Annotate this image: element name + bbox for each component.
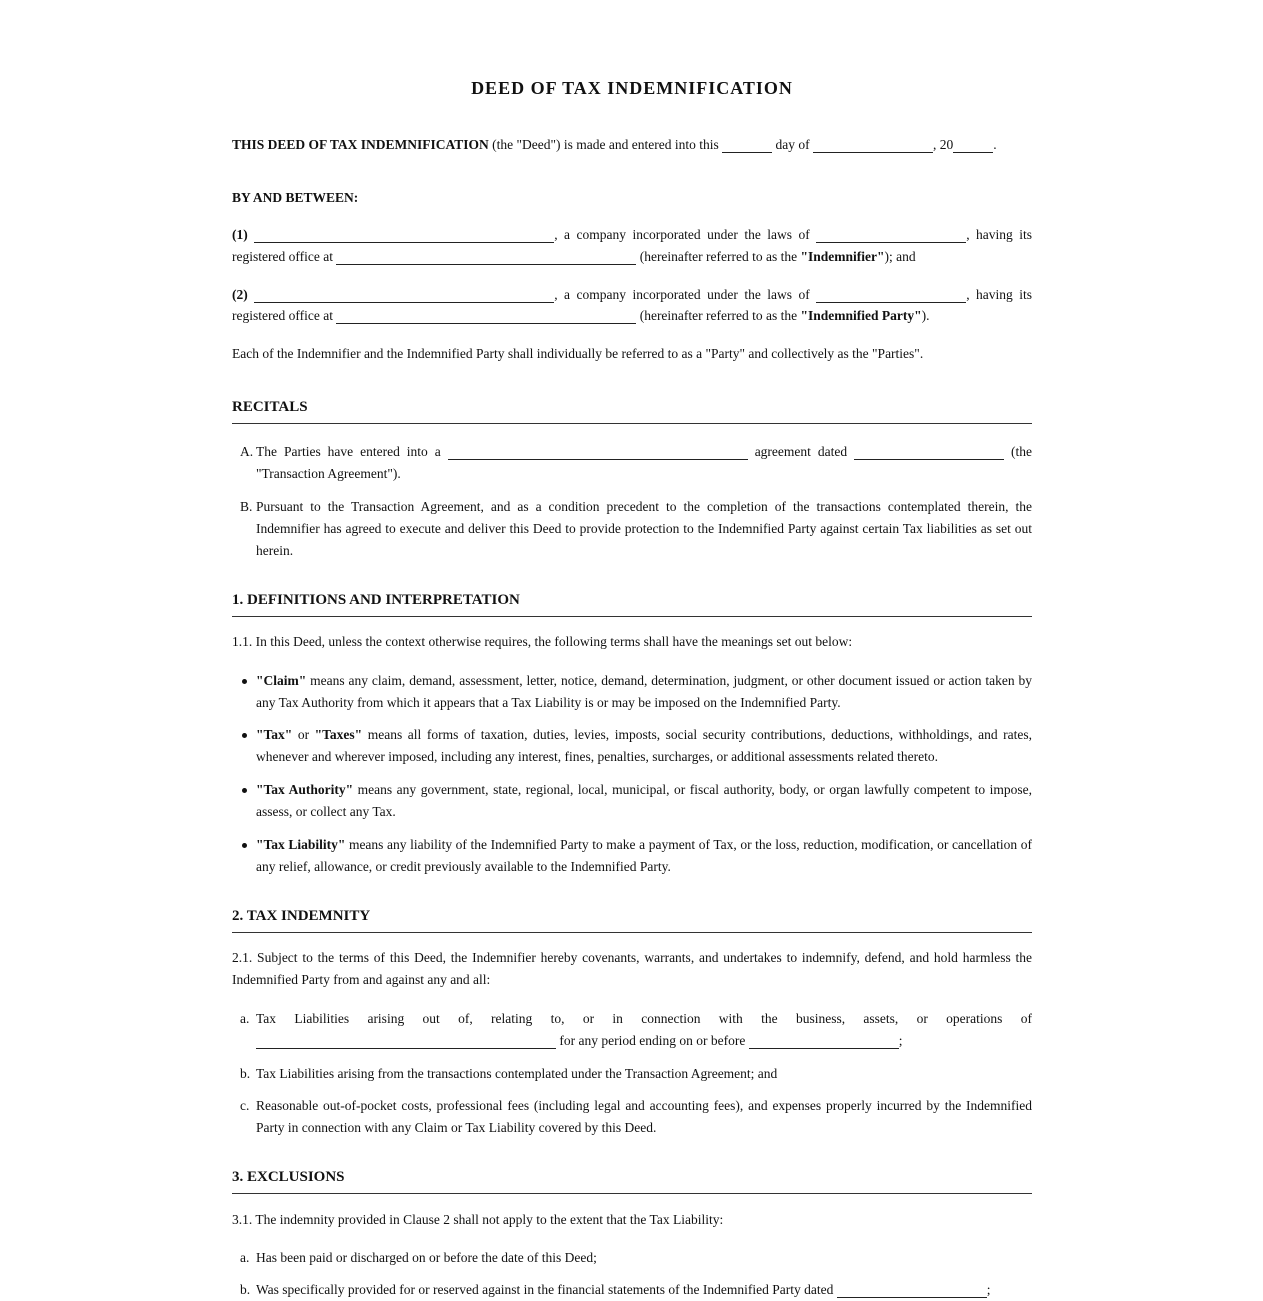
section3-intro: 3.1. The indemnity provided in Clause 2 shall not apply to the extent that the Tax Liability: [232,1212,724,1227]
intro-text: , 20 [933,137,954,152]
party1-line1 [232,224,1032,246]
bullet-icon [242,843,247,848]
party1-office-blank[interactable] [336,250,636,265]
section2-c-text: Reasonable out-of-pocket costs, professional fees (including legal and accounting fees), and expenses properly incurred by the Indemnified Party in connection with any Claim or Tax Liability covered by this Deed. [256,1098,1032,1135]
definition-term: "Taxes" [314,727,363,742]
section3-b-text: Was specifically provided for or reserved against in the financial statements of the Indemnified Party dated [256,1282,834,1297]
definition-text: or [292,727,315,742]
section2-a-text: for any period ending on or before [556,1033,749,1048]
recital-a-text: (the [1011,444,1033,459]
party2-number: (2) [232,287,248,302]
intro-text: day of [772,137,813,152]
recital-b-body: Pursuant to the Transaction Agreement, and as a condition precedent to the completion of the transactions contemplated therein, the Indemnifier has agreed to execute and deliver this Deed to provide protection to the Indemnified Party against certain Tax liabilities as set out herein. [256,499,1032,558]
party2-jurisdiction-blank[interactable] [816,288,966,303]
section3-item-a [232,1247,1032,1269]
recital-a-marker: A. [240,444,254,459]
definition-tax-authority [232,779,1032,823]
recital-a-text: agreement dated [754,444,848,459]
party1-jurisdiction-blank[interactable] [816,228,966,243]
party1-line2 [232,246,1032,268]
recital-b [232,496,1032,562]
recital-a-text: The Parties have entered into a [256,444,441,459]
recital-a-body [256,441,1032,485]
party1-text: , having its [966,227,1033,242]
intro-bold: THIS DEED OF TAX INDEMNIFICATION [232,137,489,152]
day-blank[interactable] [722,138,772,153]
section3-item-b [232,1279,1032,1301]
agreement-type-blank[interactable] [448,445,748,460]
definition-term: "Tax" [256,727,293,742]
period-date-blank[interactable] [749,1034,899,1049]
party2-line2 [232,305,1032,327]
recital-a-text: "Transaction Agreement"). [256,466,401,481]
party1-text: (hereinafter referred to as the [636,249,801,264]
item-marker: b. [240,1066,251,1081]
definition-text: means any claim, demand, assessment, letter, notice, demand, determination, judgment, or other document issued or action taken by any Tax Authority from which it appears that a Tax Liability is or may be imposed on the Indemnified Party. [256,673,1032,710]
item-marker: a. [240,1011,250,1026]
section2-intro: 2.1. Subject to the terms of this Deed, the Indemnifier hereby covenants, warrants, and undertakes to indemnify, defend, and hold harmless the Indemnified Party from and against any and all: [232,950,1032,987]
party2-text: ). [921,308,930,323]
item-marker: a. [240,1250,250,1265]
business-blank[interactable] [256,1034,556,1049]
bullet-icon [242,788,247,793]
section1-heading: 1. DEFINITIONS AND INTERPRETATION [232,592,1032,617]
party2-text: , a company incorporated under the laws of [554,287,810,302]
definition-tax [232,724,1032,768]
party2-text: registered office at [232,308,333,323]
section3-heading: 3. EXCLUSIONS [232,1169,1032,1194]
bullet-icon [242,679,247,684]
section2-b-text: Tax Liabilities arising from the transactions contemplated under the Transaction Agreement; and [256,1066,778,1081]
definition-tax-liability [232,834,1032,878]
intro-paragraph [232,134,1032,156]
agreement-date-blank[interactable] [854,445,1004,460]
section1-intro: 1.1. In this Deed, unless the context otherwise requires, the following terms shall have the meanings set out below: [232,634,853,649]
recital-a [232,441,1032,485]
parties-note: Each of the Indemnifier and the Indemnified Party shall individually be referred to as a "Party" and collectively as the "Parties". [232,346,924,361]
section2-item-b [232,1063,1032,1085]
definition-text: means any liability of the Indemnified Party to make a payment of Tax, or the loss, reduction, modification, or cancellation of any relief, allowance, or credit previously available to the Indemnified Party. [256,837,1032,874]
party1-number: (1) [232,227,248,242]
definition-term: "Tax Liability" [256,837,346,852]
party1-text: ); and [884,249,916,264]
party2-text: , having its [966,287,1033,302]
party2-line1 [232,284,1032,306]
section2-heading: 2. TAX INDEMNITY [232,908,1032,933]
party2-office-blank[interactable] [336,309,636,324]
section3-a-text: Has been paid or discharged on or before the date of this Deed; [256,1250,597,1265]
document-title: DEED OF TAX INDEMNIFICATION [471,78,793,98]
item-marker: c. [240,1098,250,1113]
by-and-between: BY AND BETWEEN: [232,190,359,205]
definition-term: "Claim" [256,673,307,688]
section3-b-text: ; [986,1282,991,1297]
recitals-heading: RECITALS [232,399,1032,424]
section2-a-text: Tax Liabilities arising out of, relating to, or in connection with the business, assets, or operations of [256,1011,1032,1026]
party1-name-blank[interactable] [254,228,554,243]
month-blank[interactable] [813,138,933,153]
bullet-icon [242,733,247,738]
recital-b-marker: B. [240,499,253,514]
year-blank[interactable] [953,138,993,153]
definition-claim [232,670,1032,714]
definition-text: means all forms of taxation, duties, levies, imposts, social security contributions, deductions, withholdings, and rates, whenever and wherever imposed, including any interest, fines, penalties, surcharges, or additional assessments related thereto. [256,727,1032,764]
party2-name-blank[interactable] [254,288,554,303]
intro-text: . [993,137,997,152]
party1-text: , a company incorporated under the laws of [554,227,810,242]
section2-item-a [232,1008,1032,1052]
party2-text: (hereinafter referred to as the [636,308,801,323]
item-marker: b. [240,1282,251,1297]
party1-text: registered office at [232,249,333,264]
section2-item-c [232,1095,1032,1139]
section2-a-text: ; [898,1033,903,1048]
definition-text: means any government, state, regional, local, municipal, or fiscal authority, body, or organ lawfully competent to impose, assess, or collect any Tax. [256,782,1032,819]
party2-role: "Indemnified Party" [800,308,922,323]
definition-term: "Tax Authority" [256,782,354,797]
intro-text: (the "Deed") is made and entered into this [488,137,723,152]
party1-role: "Indemnifier" [800,249,885,264]
